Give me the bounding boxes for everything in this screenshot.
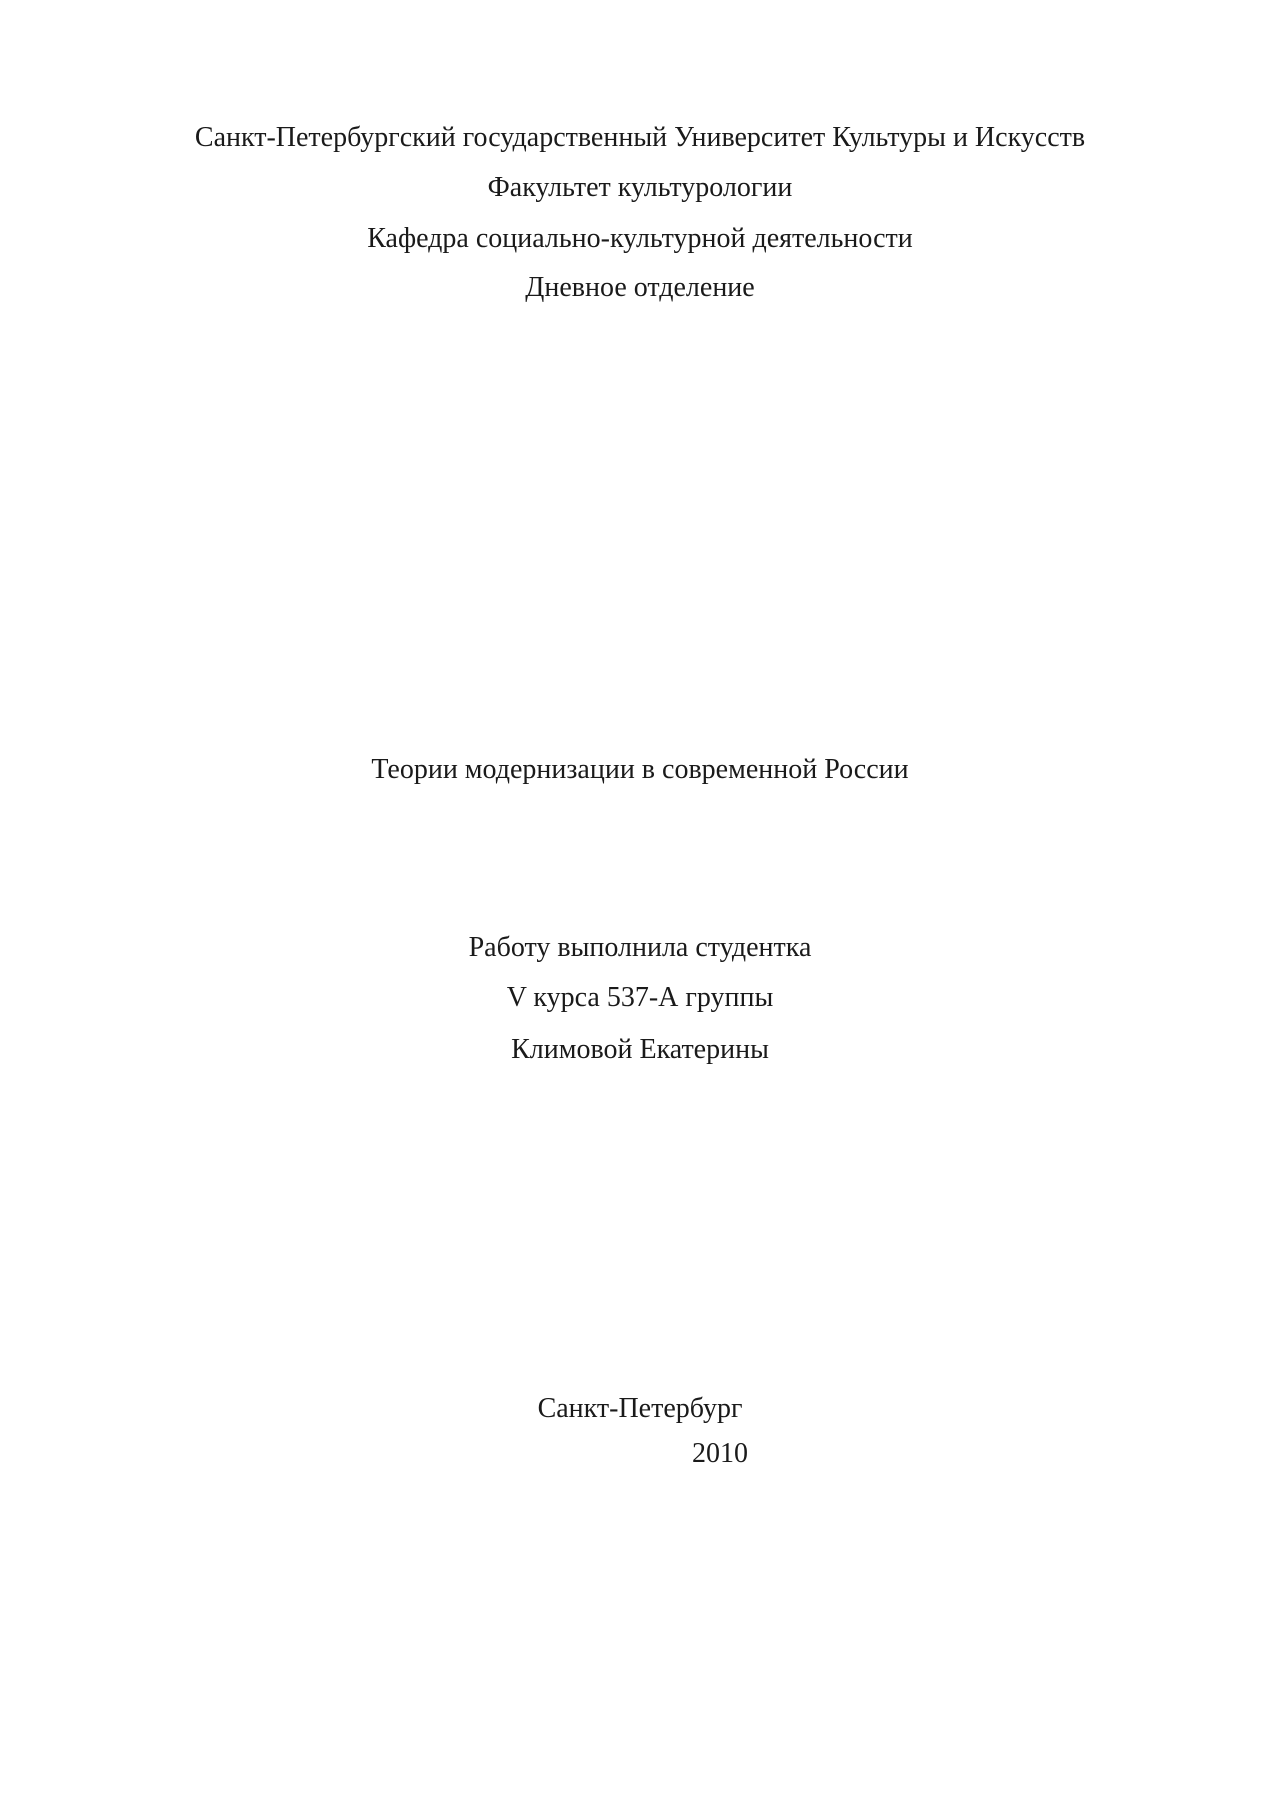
author-line-1: Работу выполнила студентка bbox=[468, 932, 812, 963]
document-title: Теории модернизации в современной России bbox=[371, 754, 909, 785]
university-name: Санкт-Петербургский государственный Университет Культуры и Искусств bbox=[194, 122, 1086, 153]
faculty-name: Факультет культурологии bbox=[487, 172, 793, 203]
city: Санкт-Петербург bbox=[537, 1393, 743, 1424]
division-name: Дневное отделение bbox=[525, 272, 755, 303]
author-line-2: V курса 537-А группы bbox=[506, 982, 774, 1013]
year: 2010 bbox=[692, 1438, 748, 1469]
author-line-3: Климовой Екатерины bbox=[511, 1034, 769, 1065]
department-name: Кафедра социально-культурной деятельности bbox=[367, 223, 913, 254]
